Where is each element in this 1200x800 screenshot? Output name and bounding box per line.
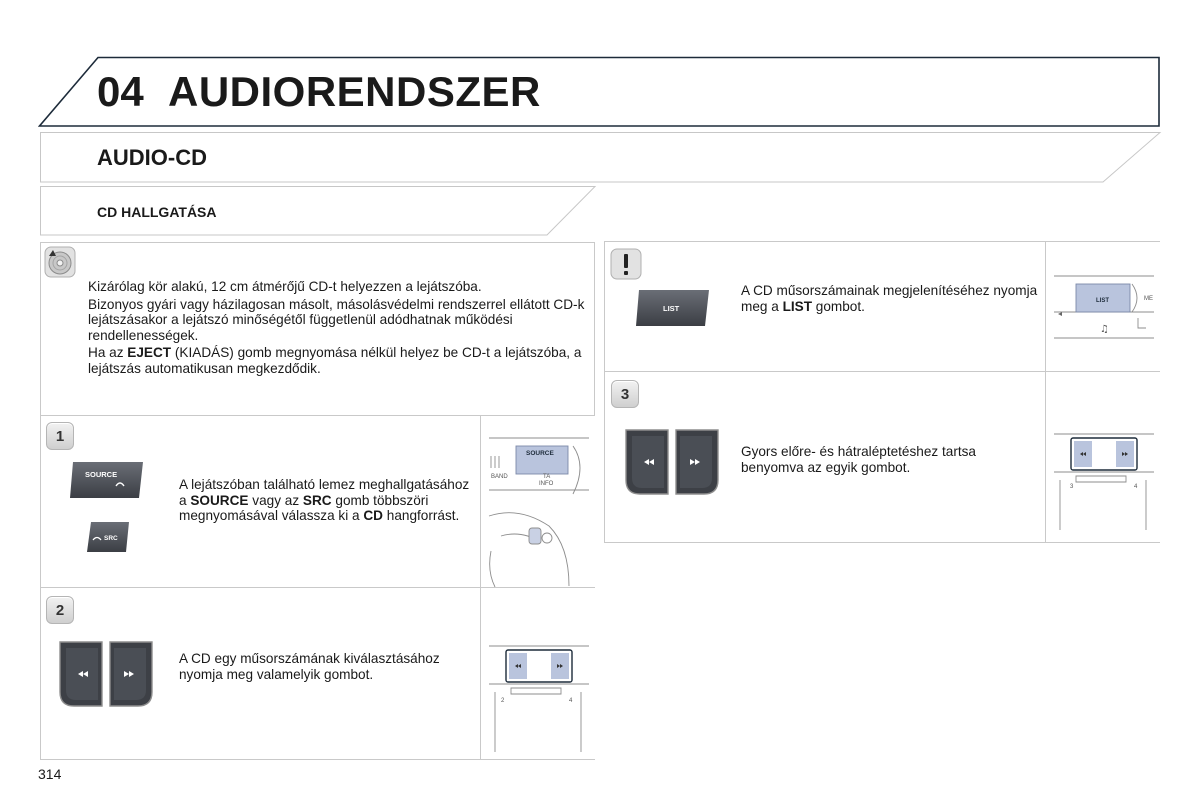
step-2-text: A CD egy műsorszámának kiválasztásához nyomja meg valamelyik gombot.	[179, 651, 440, 682]
ill-list-label: LIST	[1096, 298, 1109, 304]
warning-exclamation-icon	[610, 248, 642, 280]
step-3-illustration	[1045, 372, 1160, 542]
radio-and-steering-drawing	[481, 416, 595, 587]
step-1-illustration	[480, 416, 595, 587]
page-number: 314	[38, 766, 62, 782]
chapter-number: 04	[97, 68, 144, 115]
intro-paragraph-2: Bizonyos gyári vagy házilagosan másolt, másolásvédelmi rendszerrel ellátott CD-k lejátszásakor a lejátszó minőségétől függetlenül adódhatnak működési rendellenességek.	[88, 296, 585, 343]
step-3-text: Gyors előre- és hátraléptetéshez tartsa benyomva az egyik gombot.	[741, 444, 976, 475]
svg-text:♫: ♫	[1100, 324, 1109, 335]
eject-keyword: EJECT	[127, 345, 172, 361]
list-button-label: LIST	[663, 304, 680, 313]
note-illustration	[1045, 242, 1160, 371]
step-1-text: A lejátszóban található lemez meghallgatásához a SOURCE vagy az SRC gomb többszöri megnyomásával válassza ki a CD hangforrást.	[179, 477, 470, 524]
step-3-badge: 3	[611, 380, 639, 408]
section-header-frame	[40, 132, 1162, 184]
intro-paragraph-1: Kizárólag kör alakú, 12 cm átmérőjű CD-t helyezzen a lejátszóba.	[88, 279, 482, 294]
radio-seek-drawing	[481, 588, 595, 759]
step-2-illustration	[480, 588, 595, 759]
cd-disc-icon	[44, 246, 76, 278]
note-text: A CD műsorszámainak megjelenítéséhez nyomja meg a LIST gombot.	[741, 283, 1038, 314]
intro-paragraph-3: Ha az EJECT (KIADÁS) gomb megnyomása nélkül helyez be CD-t a lejátszóba, a lejátszás automatikusan megkezdődik.	[88, 345, 582, 376]
ill-num-left: 3	[1070, 484, 1074, 490]
step-1-badge: 1	[46, 422, 74, 450]
source-button-label: SOURCE	[85, 470, 118, 479]
ill-num-right: 4	[569, 698, 573, 704]
radio-seek-drawing-step-3	[1046, 372, 1160, 542]
step-2-badge: 2	[46, 596, 74, 624]
chapter-title: AUDIORENDSZER	[168, 68, 541, 115]
ill-me-label: ME	[1144, 296, 1153, 302]
subsection-title: CD HALLGATÁSA	[97, 204, 217, 220]
list-keyword: LIST	[782, 298, 813, 314]
seek-buttons-image-step-3	[622, 428, 722, 496]
src-button-label: SRC	[104, 535, 118, 542]
ill-num-right: 4	[1134, 484, 1138, 490]
section-title: AUDIO-CD	[97, 145, 207, 170]
ill-ta-label: TA	[543, 474, 551, 480]
ill-info-label: INFO	[539, 481, 554, 487]
seek-buttons-image	[56, 640, 156, 708]
source-button-image	[70, 460, 144, 500]
intro-text	[88, 279, 588, 379]
ill-num-left: 2	[501, 698, 505, 704]
ill-band-label: BAND	[491, 474, 508, 480]
ill-source-label: SOURCE	[526, 450, 554, 457]
radio-list-drawing	[1046, 242, 1160, 371]
